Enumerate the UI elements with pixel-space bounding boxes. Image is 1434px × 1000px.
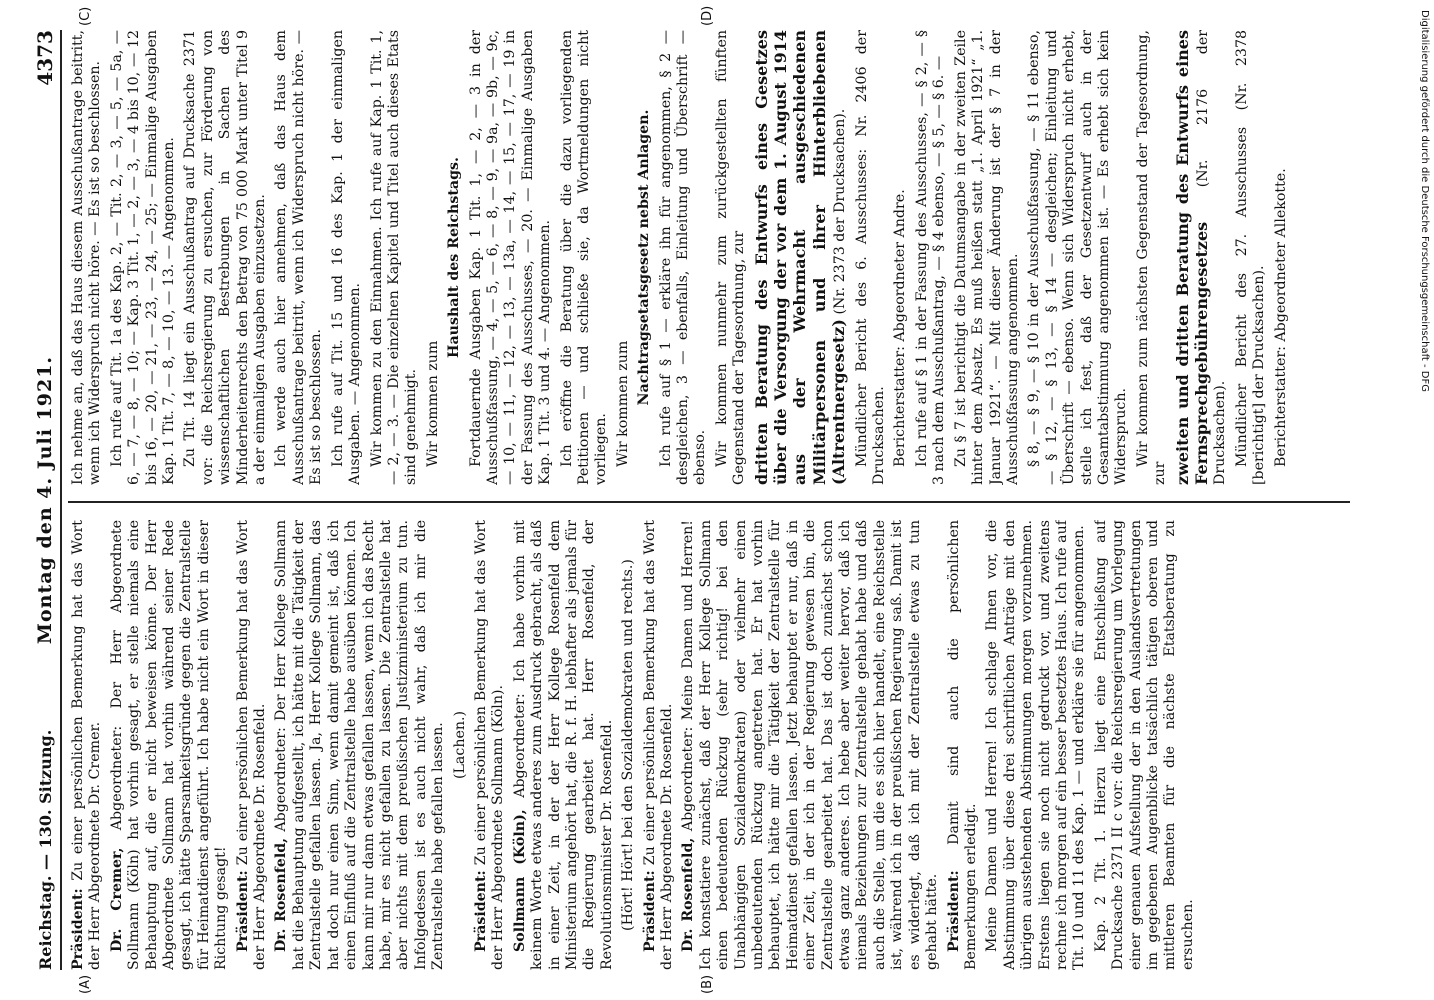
paragraph-text: (Nr. 2373 der Drucksachen). xyxy=(832,108,849,320)
right-paragraph xyxy=(854,30,889,485)
right-paragraph xyxy=(636,30,653,485)
right-paragraph xyxy=(1026,30,1130,485)
left-column xyxy=(70,520,1350,970)
column-divider xyxy=(68,501,1350,503)
margin-mark-b: (B) xyxy=(700,974,715,994)
header-session: Reichstag. — 130. Sitzung. xyxy=(35,729,55,970)
paragraph-text: Zu einer persönlichen Bemerkung hat das Wort der Herr Abgeordnete Dr. Rosenfeld. xyxy=(641,520,675,970)
paragraph-text: § 8, — § 9, — § 10 in der Ausschußfassung, — § 11 ebenso, — § 12, — § 13, — § 14 — desgleichen; Einleitung und Überschrift — ebenso. Wenn sich Widerspruch nicht erhebt, stelle ich fest, daß der Gesetzentwurf auch in der Gesamtabstimmung angenommen ist. — Es erhebt sich kein Widerspruch. xyxy=(1026,30,1130,485)
left-paragraph xyxy=(235,520,270,970)
paragraph-text: Ich rufe auf Tit. 15 und 16 des Kap. 1 der einmaligen Ausgaben. — Angenommen. xyxy=(329,30,364,485)
right-paragraph xyxy=(446,30,463,485)
bold-lead: Haushalt des Reichstags. xyxy=(446,157,463,358)
right-paragraph xyxy=(658,30,710,485)
paragraph-text: Abgeordneter: Ich habe vorhin mit keinem Worte etwas anderes zum Ausdruck gebracht, als daß in einer Zeit, in der der Herr Kollege Rosenfeld dem Ministerium angehört hat, die R. f. H. lebhafter als jemals für die Regierung gearbeitet hat. Herr Rosenfeld, der Revolutionsminister Dr. Rosenfeld. xyxy=(511,520,615,970)
paragraph-text: (Lachen.) xyxy=(451,710,468,780)
paragraph-text: Abgeordneter: Meine Damen und Herren! Ich konstatiere zunächst, daß der Herr Kollege Sollmann einen bedeutenden Rückzug (sehr richtig! bei den Unabhängigen Sozialdemokraten) oder vielmehr einen unbedeutenden Rückzug angetreten hat. Er hat vorhin behauptet, ich hätte mir die Tätigkeit der Zentralstelle für Heimatdienst gefallen lassen. Jetzt behauptet er nur, daß in einer Zeit, in der ich in der Regierung gewesen bin, die Zentralstelle gearbeitet hat. Das ist doch zunächst schon etwas ganz anderes. Ich hebe aber weiter hervor, daß ich niemals Beziehungen zur Zentralstelle gehabt habe und daß auch die Stelle, um die es sich hier handelt, eine Reichsstelle ist, während ich in der preußischen Regierung saß. Damit ist es widerlegt, daß ich mit der Zentralstelle etwas zu tun gehabt hätte. xyxy=(680,520,941,970)
paragraph-text: Zu Tit. 14 liegt ein Ausschußantrag auf Drucksache 2371 vor: die Reichsregierung zu ersuchen, zur Förderung von wissenschaftlichen Bestrebungen in Sachen des Minderheitenrechts den Betrag von 75 000 Mark unter Titel 9 a der einmaligen Ausgaben einzusetzen. xyxy=(182,30,269,485)
paragraph-text: Ich rufe auf § 1 in der Fassung des Ausschusses, — § 2, — § 3 nach dem Ausschußantrag, — § 4 ebenso, — § 5, — § 6. — xyxy=(913,30,948,485)
dfg-side-note: Digitalisierung gefördert durch die Deutsche Forschungsgemeinschaft - DFG xyxy=(1419,10,1430,393)
right-paragraph xyxy=(892,30,909,485)
right-paragraph xyxy=(109,30,179,485)
paragraph-text: (Nr. 2176 der Drucksachen). xyxy=(1194,30,1229,485)
paragraph-text: Abgeordneter: Der Herr Kollege Sollmann hat die Behauptung aufgestellt, ich hätte mit die Tätigkeit der Zentralstelle gefallen lassen. Ja, Herr Kollege Sollmann, das hat doch nur einen Sinn, wenn damit gemeint ist, daß ich einen Einfluß auf die Zentralstelle habe ausüben können. Ich kann mir nur dann etwas gefallen lassen, wenn ich das Recht habe, mir es nicht gefallen zu lassen. Die Zentralstelle hat aber nichts mit dem preußischen Justizministerium zu tun. Infolgedessen ist es auch nicht wahr, daß ich mir die Zentralstelle habe gefallen lassen. xyxy=(273,520,447,970)
paragraph-text: Wir kommen zum nächsten Gegenstand der Tagesordnung, zur xyxy=(1134,30,1169,485)
right-paragraph xyxy=(425,30,442,485)
dfg-side-note-box xyxy=(1416,10,1430,990)
paragraph-text: Ich werde auch hier annehmen, daß das Haus dem Ausschußantrage beitritt, wenn ich Widerspruch nicht höre. — Es ist so beschlossen. xyxy=(273,30,325,485)
right-paragraph xyxy=(70,30,105,485)
paragraph-text: Fortdauernde Ausgaben Kap. 1 Tit. 1, — 2, — 3 in der Ausschußfassung, — 4, — 5, — 6, — 8, — 9, — 9a, — 9b, — 9c, — 10, — 11, — 12, — 13, — 13a, — 14, — 15, — 17, — 19 in der Fassung des Ausschusses, — 20. — Einmalige Ausgaben Kap. 1 Tit. 3 und 4. — Angenommen. xyxy=(467,30,554,485)
right-paragraph xyxy=(369,30,421,485)
left-paragraph xyxy=(642,520,677,970)
left-paragraph xyxy=(680,520,941,970)
paragraph-text: Wir kommen zu den Einnahmen. Ich rufe auf Kap. 1 Tit. 1, — 2, — 3. — Die einzelnen Kapitel und Titel auch dieses Etats sind genehmigt. xyxy=(368,30,420,485)
paragraph-text: Ich eröffne die Beratung über die dazu vorliegenden Petitionen — und schließe sie, da Wortmeldungen nicht vorliegen. xyxy=(558,30,610,485)
paragraph-text: Berichterstatter: Abgeordneter Andre. xyxy=(892,189,909,467)
right-paragraph xyxy=(714,30,749,485)
bold-lead: Präsident: xyxy=(234,870,251,952)
right-paragraph xyxy=(1234,30,1269,485)
right-paragraph xyxy=(1273,30,1290,485)
paragraph-text: Kap. 2 Tit. 1. Hierzu liegt eine Entschließung auf Drucksache 2371 II c vor: die Reichsregierung um Vorlegung einer genauen Aufstellung der in den Auslandsvertretungen im gegebenen Augenblicke tatsächlich tätigen oberen und mittleren Beamten für die nächste Etatsberatung zu ersuchen. xyxy=(1092,520,1196,970)
header-date: Montag den 4. Juli 1921. xyxy=(34,355,56,645)
left-paragraph xyxy=(273,520,447,970)
paragraph-text: Damit sind auch die persönlichen Bemerkungen erledigt. xyxy=(945,520,979,970)
margin-mark-a: (A) xyxy=(78,974,93,994)
right-paragraph xyxy=(914,30,949,485)
page-number: 4373 xyxy=(33,30,57,86)
right-paragraph xyxy=(1135,30,1170,485)
paragraph-text: Wir kommen nunmehr zum zurückgestellten fünften Gegenstand der Tagesordnung, zur xyxy=(713,30,748,485)
left-paragraph xyxy=(109,520,231,970)
paragraph-text: Meine Damen und Herren! Ich schlage Ihnen vor, die Abstimmung über diese drei schriftlichen Anträge mit den übrigen ausstehenden Abstimmungen morgen vorzunehmen. Erstens liegen sie noch nicht gedruckt vor, und zweitens rechne ich morgen auf ein besser besetztes Haus. Ich rufe auf Tit. 10 und 11 des Kap. 1 — und erkläre sie für angenommen. xyxy=(984,520,1088,970)
bold-lead: Dr. Rosenfeld, xyxy=(273,837,290,952)
paragraph-text: Berichterstatter: Abgeordneter Allekotte. xyxy=(1272,168,1289,467)
right-paragraph xyxy=(559,30,611,485)
bold-lead: zweiten und dritten Beratung des Entwurfs eines Fernsprechgebührengesetzes xyxy=(1172,30,1211,485)
paragraph-text: Ich nehme an, daß das Haus diesem Ausschußantrage beitritt, wenn ich Widerspruch nicht höre. — Es ist so beschlossen. xyxy=(70,30,104,485)
paragraph-text: (Hört! Hört! bei den Sozialdemokraten und rechts.) xyxy=(620,559,637,931)
paragraph-text: Mündlicher Bericht des 27. Ausschusses (Nr. 2378 [berichtigt] der Drucksachen). xyxy=(1233,30,1268,485)
right-paragraph xyxy=(615,30,632,485)
bold-lead: Dr. Rosenfeld, xyxy=(680,837,697,952)
right-paragraph xyxy=(182,30,269,485)
paragraph-text: Wir kommen zum xyxy=(614,340,631,467)
bold-lead: Sollmann (Köln), xyxy=(511,809,528,952)
bold-lead: Präsident: xyxy=(945,870,962,952)
left-paragraph xyxy=(1093,520,1197,970)
right-paragraph xyxy=(273,30,325,485)
bold-lead: Präsident: xyxy=(641,870,658,952)
bold-lead: dritten Beratung des Entwurfs eines Gesetzes über die Versorgung der vor dem 1. August 1914 aus der Wehrmacht ausgeschiedenen Militärpersonen und ihrer Hinterbliebenen (Altrentnergesetz) xyxy=(751,30,849,485)
left-paragraph xyxy=(473,520,508,970)
right-paragraph xyxy=(1174,30,1230,485)
right-paragraph xyxy=(468,30,555,485)
margin-mark-d: (D) xyxy=(700,5,715,26)
left-paragraph xyxy=(512,520,616,970)
left-paragraph xyxy=(946,520,981,970)
left-paragraph xyxy=(452,520,469,970)
right-paragraph xyxy=(330,30,365,485)
margin-mark-c: (C) xyxy=(78,6,93,26)
left-paragraph xyxy=(620,520,637,970)
bold-lead: Präsident: xyxy=(70,888,86,970)
left-paragraph xyxy=(984,520,1088,970)
paragraph-text: Zu § 7 ist berichtigt die Datumsangabe in der zweiten Zeile hinter dem Absatz. Es muß heißen statt „1. April 1921“ „1. Januar 1921“. — Mit dieser Änderung ist der § 7 in der Ausschußfassung angenommen. xyxy=(952,30,1021,485)
paragraph-text: Zu einer persönlichen Bemerkung hat das Wort der Herr Abgeordnete Dr. Cremer. xyxy=(70,520,104,970)
page-header xyxy=(30,30,62,970)
right-paragraph xyxy=(753,30,850,485)
paragraph-text: Ich rufe auf Tit. 1a des Kap. 2, — Tit. 2, — 3, — 5, — 5a, — 6, — 7, — 8, — 10; — Kap. 3 Tit. 1, — 2, — 3, — 4 bis 10, — 12 bis 16, — 20, — 21, — 23, — 24, — 25; — Einmalige Ausgaben Kap. 1 Tit. 7, — 8, — 10, — 13. — Angenommen. xyxy=(108,30,178,485)
right-paragraph xyxy=(953,30,1023,485)
paragraph-text: Zu einer persönlichen Bemerkung hat das Wort der Herr Abgeordnete Dr. Rosenfeld. xyxy=(234,520,269,970)
paragraph-text: Abgeordneter: Der Herr Abgeordnete Sollmann (Köln) hat vorhin gesagt, er stelle niemals eine Behauptung auf, die er nicht beweisen könne. Der Herr Abgeordnete Sollmann hat vorhin während seiner Rede gesagt, ich hätte Sparsamkeitsgründe gegen die Zentralstelle für Heimatdienst angeführt. Ich habe nicht ein Wort in dieser Richtung gesagt! xyxy=(108,520,230,970)
left-paragraph xyxy=(70,520,105,970)
paragraph-text: Zu einer persönlichen Bemerkung hat das Wort der Herr Abgeordnete Sollmann (Köln). xyxy=(472,520,507,970)
paragraph-text: Mündlicher Bericht des 6. Ausschusses: Nr. 2406 der Drucksachen. xyxy=(853,30,888,485)
bold-lead: Dr. Cremer, xyxy=(108,847,125,952)
bold-lead: Präsident: xyxy=(472,870,489,952)
bold-lead: Nachtragsetatsgesetz nebst Anlagen. xyxy=(636,109,653,406)
paragraph-text: Ich rufe auf § 1 — erkläre ihn für angenommen, § 2 — desgleichen, 3 — ebenfalls, Einleitung und Überschrift — ebenso. xyxy=(657,30,709,485)
paragraph-text: Wir kommen zum xyxy=(424,340,441,467)
right-column xyxy=(70,30,1350,485)
